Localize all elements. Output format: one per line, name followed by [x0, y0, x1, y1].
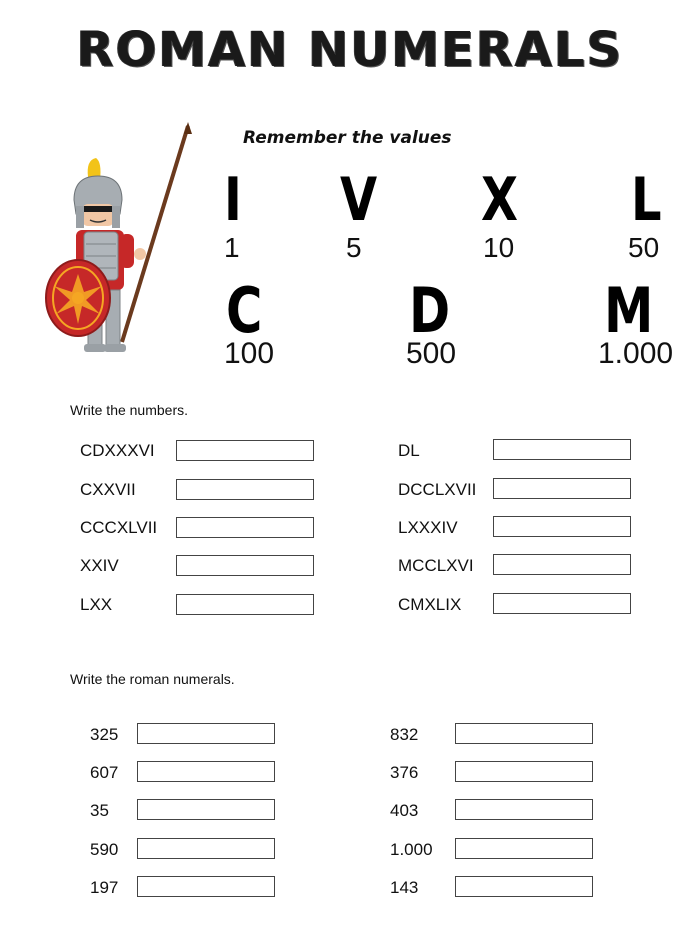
answer-box[interactable] [137, 838, 275, 859]
symbol-i: I [224, 165, 242, 235]
question-label: 197 [90, 878, 119, 897]
section1-instruction: Write the numbers. [70, 402, 189, 418]
answer-box[interactable] [493, 516, 631, 537]
symbol-d: D [409, 274, 451, 347]
question-label: CDXXXVI [80, 441, 155, 460]
answer-box[interactable] [176, 440, 314, 461]
question-label: 590 [90, 840, 119, 859]
answer-box[interactable] [455, 761, 593, 782]
value-1000: 1.000 [598, 337, 674, 370]
answer-box[interactable] [455, 876, 593, 897]
answer-box[interactable] [137, 723, 275, 744]
value-5: 5 [346, 232, 362, 263]
value-100: 100 [224, 337, 275, 370]
answer-box[interactable] [455, 838, 593, 859]
question-label: CMXLIX [398, 595, 462, 614]
question-label: 325 [90, 725, 119, 744]
answer-box[interactable] [137, 876, 275, 897]
values-heading: Remember the values [243, 128, 452, 148]
question-label: CXXVII [80, 480, 136, 499]
question-label: DCCLXVII [398, 480, 477, 499]
answer-box[interactable] [176, 555, 314, 576]
answer-box[interactable] [493, 439, 631, 460]
answer-box[interactable] [137, 761, 275, 782]
question-label: 832 [390, 725, 419, 744]
question-label: 1.000 [390, 840, 433, 859]
page-title: ROMAN NUMERALS [76, 22, 624, 78]
symbol-m: M [604, 274, 654, 347]
symbol-c: C [226, 274, 263, 347]
answer-box[interactable] [455, 799, 593, 820]
hair [84, 206, 112, 212]
question-label: 143 [390, 878, 419, 897]
answer-box[interactable] [176, 594, 314, 615]
question-label: DL [398, 441, 420, 460]
symbol-x: X [481, 165, 519, 235]
answer-box[interactable] [493, 478, 631, 499]
value-1: 1 [224, 232, 240, 263]
symbol-l: L [631, 165, 662, 235]
answer-box[interactable] [137, 799, 275, 820]
question-label: 607 [90, 763, 119, 782]
answer-box[interactable] [493, 554, 631, 575]
question-label: 376 [390, 763, 419, 782]
answer-box[interactable] [176, 517, 314, 538]
section2-instruction: Write the roman numerals. [70, 671, 235, 687]
roman-soldier-illustration [40, 122, 195, 362]
question-label: CCCXLVII [80, 518, 158, 537]
answer-box[interactable] [493, 593, 631, 614]
symbol-v: V [340, 165, 378, 235]
answer-box[interactable] [176, 479, 314, 500]
spear-tip [184, 122, 192, 134]
answer-box[interactable] [455, 723, 593, 744]
value-500: 500 [406, 337, 457, 370]
question-label: LXXXIV [398, 518, 458, 537]
question-label: XXIV [80, 556, 119, 575]
value-10: 10 [483, 232, 515, 263]
spear-shaft [122, 126, 188, 342]
question-label: 35 [90, 801, 109, 820]
question-label: MCCLXVI [398, 556, 474, 575]
value-50: 50 [628, 232, 660, 263]
question-label: LXX [80, 595, 113, 614]
question-label: 403 [390, 801, 419, 820]
